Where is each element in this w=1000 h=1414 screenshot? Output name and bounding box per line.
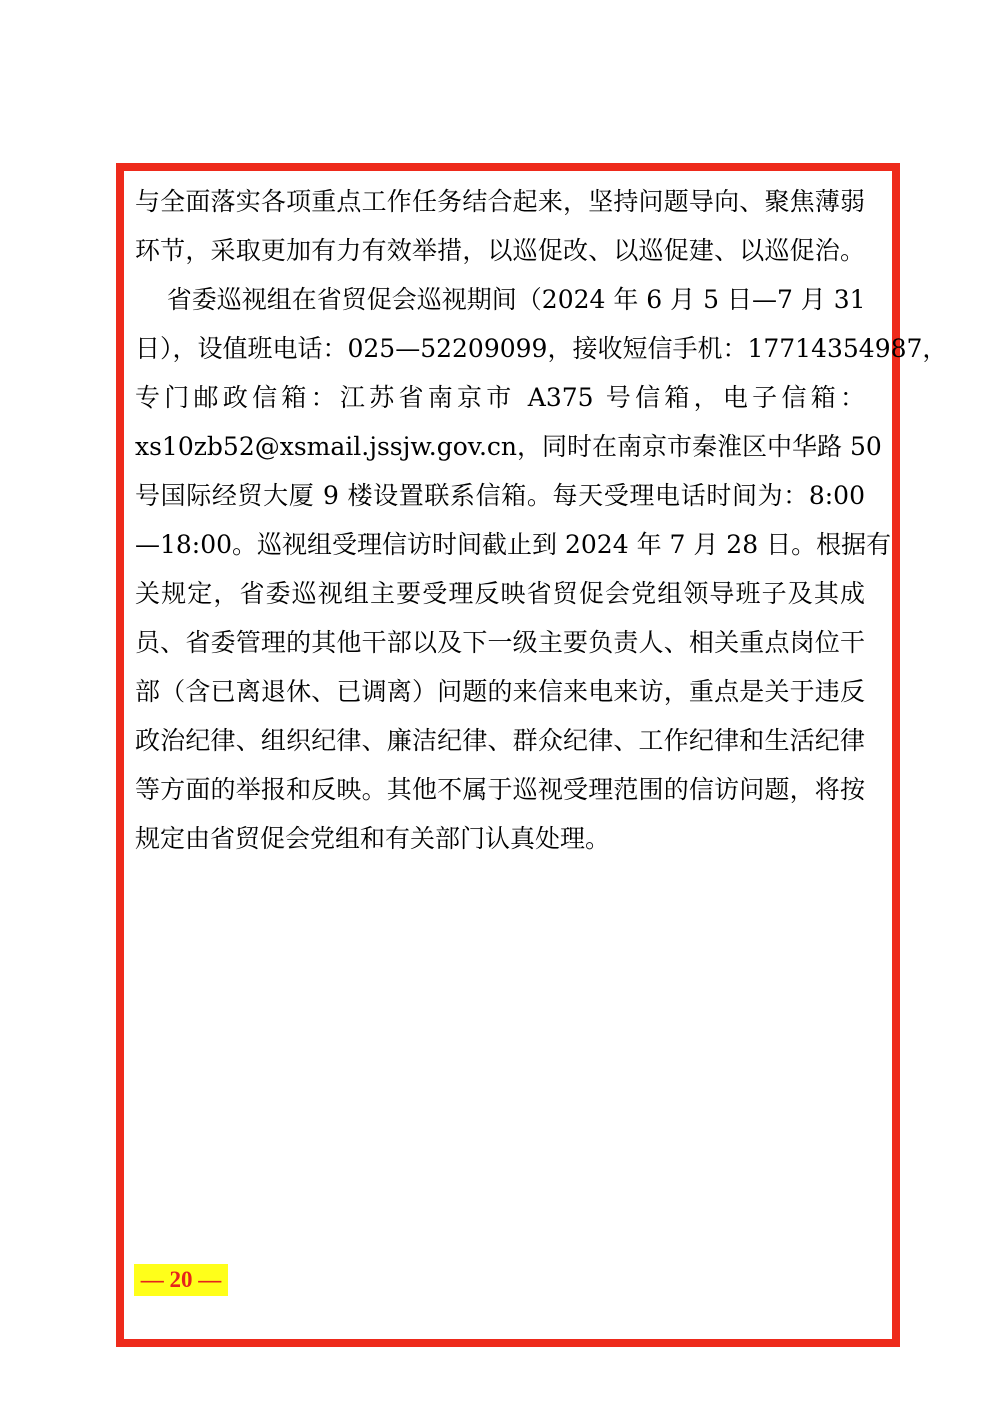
text-line: 员、省委管理的其他干部以及下一级主要负责人、相关重点岗位干 — [135, 628, 865, 657]
text-line: 等方面的举报和反映。其他不属于巡视受理范围的信访问题，将按 — [135, 775, 865, 804]
text-line: 规定由省贸促会党组和有关部门认真处理。 — [135, 824, 611, 853]
text-line: 关规定，省委巡视组主要受理反映省贸促会党组领导班子及其成 — [135, 579, 865, 608]
text-line: —18:00。巡视组受理信访时间截止到 2024 年 7 月 28 日。根据有 — [135, 530, 892, 559]
text-line: xs10zb52@xsmail.jssjw.gov.cn，同时在南京市秦淮区中华路 50 — [135, 432, 882, 461]
text-line: 政治纪律、组织纪律、廉洁纪律、群众纪律、工作纪律和生活纪律 — [135, 726, 865, 755]
text-line: 省委巡视组在省贸促会巡视期间（2024 年 6 月 5 日—7 月 31 — [135, 285, 866, 314]
text-line: 部（含已离退休、已调离）问题的来信来电来访，重点是关于违反 — [135, 677, 865, 706]
text-line: 环节，采取更加有力有效举措，以巡促改、以巡促建、以巡促治。 — [135, 236, 865, 265]
text-line: 号国际经贸大厦 9 楼设置联系信箱。每天受理电话时间为：8:00 — [135, 481, 865, 510]
document-body — [135, 177, 948, 863]
text-line: 专门邮政信箱：江苏省南京市 A375 号信箱，电子信箱： — [135, 383, 865, 412]
text-line: 日），设值班电话：025—52209099，接收短信手机：17714354987， — [135, 334, 948, 363]
page-number: — 20 — — [134, 1264, 228, 1296]
text-line: 与全面落实各项重点工作任务结合起来，坚持问题导向、聚焦薄弱 — [135, 187, 865, 216]
